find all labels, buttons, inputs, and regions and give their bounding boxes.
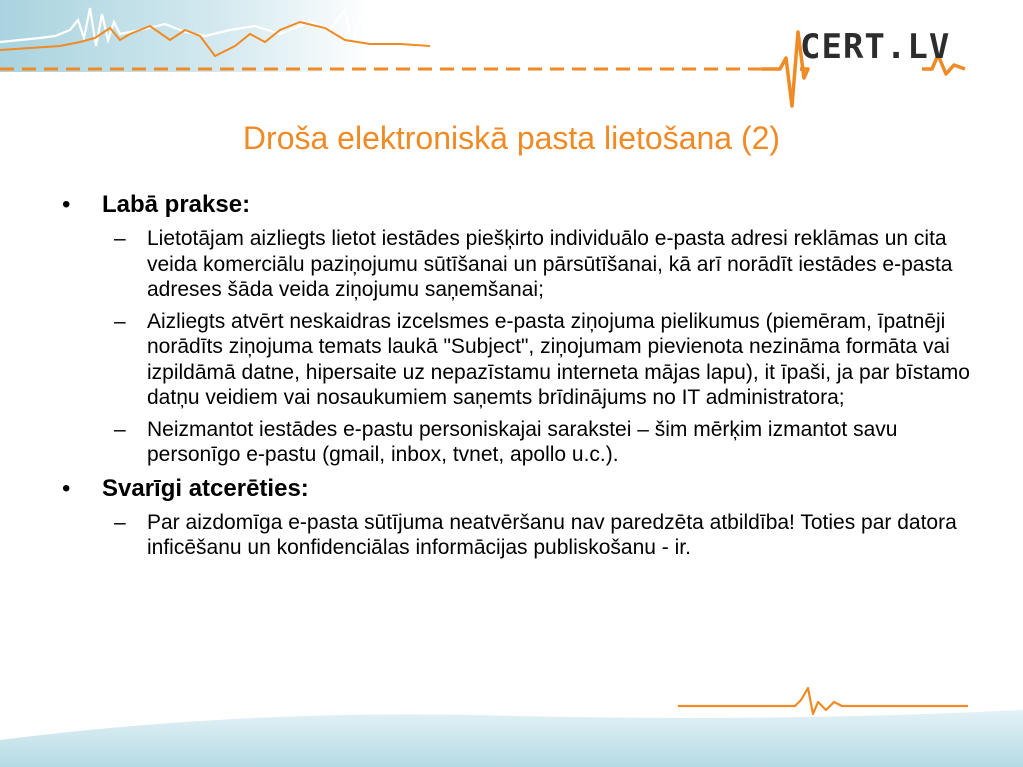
section-heading bbox=[62, 474, 982, 504]
dash: – bbox=[114, 510, 126, 534]
list-item bbox=[62, 309, 982, 411]
bullet: • bbox=[62, 191, 71, 218]
dash: – bbox=[114, 309, 126, 333]
list-item-text: Aizliegts atvērt neskaidras izcelsmes e-pasta ziņojuma pielikumus (piemēram, īpatnēji norādīts ziņojuma temats laukā "Subject", ziņojumam pievienota nezināma formāta vai izpildāmā datne, hipersaite uz nepazīstamu interneta mājas lapu), it īpaši, ja par bīstamo datņu veidiem vai nosaukumiem saņemts brīdinājums no IT administratora; bbox=[147, 309, 970, 409]
dash: – bbox=[114, 227, 126, 250]
dash: – bbox=[114, 417, 126, 441]
list-item bbox=[62, 510, 982, 561]
list-item-text: Lietotājam aizliegts lietot iestādes piešķirto individuālo e-pasta adresi reklāmas un cita veida komerciālu paziņojumu sūtīšanai un pārsūtīšanai, kā arī norādīt iestādes e-pasta adreses šāda veida ziņojumu saņemšanai; bbox=[147, 227, 953, 301]
list-item bbox=[62, 417, 982, 468]
section-heading-text: Svarīgi atcerēties: bbox=[102, 474, 309, 502]
section-heading bbox=[62, 190, 982, 220]
list-item-text: Neizmantot iestādes e-pastu personiskajai sarakstei – šim mērķim izmantot savu personīgo e-pastu (gmail, inbox, tvnet, apollo u.c.). bbox=[147, 417, 898, 466]
list-item bbox=[62, 226, 982, 303]
list-item-text: Par aizdomīga e-pasta sūtījuma neatvēršanu nav paredzēta atbildība! Toties par datora inficēšanu un konfidenciālas informācijas publiskošanu - ir. bbox=[147, 510, 957, 559]
bullet: • bbox=[62, 474, 71, 502]
footer-orange-waveform bbox=[678, 688, 968, 714]
slide-content bbox=[62, 190, 982, 567]
slide-title: Droša elektroniskā pasta lietošana (2) bbox=[242, 120, 781, 156]
logo-text: CERT.LV bbox=[800, 27, 951, 67]
footer-decoration bbox=[0, 680, 1023, 767]
footer-wave-band bbox=[0, 710, 1023, 767]
section-heading-text: Labā prakse: bbox=[102, 191, 251, 218]
